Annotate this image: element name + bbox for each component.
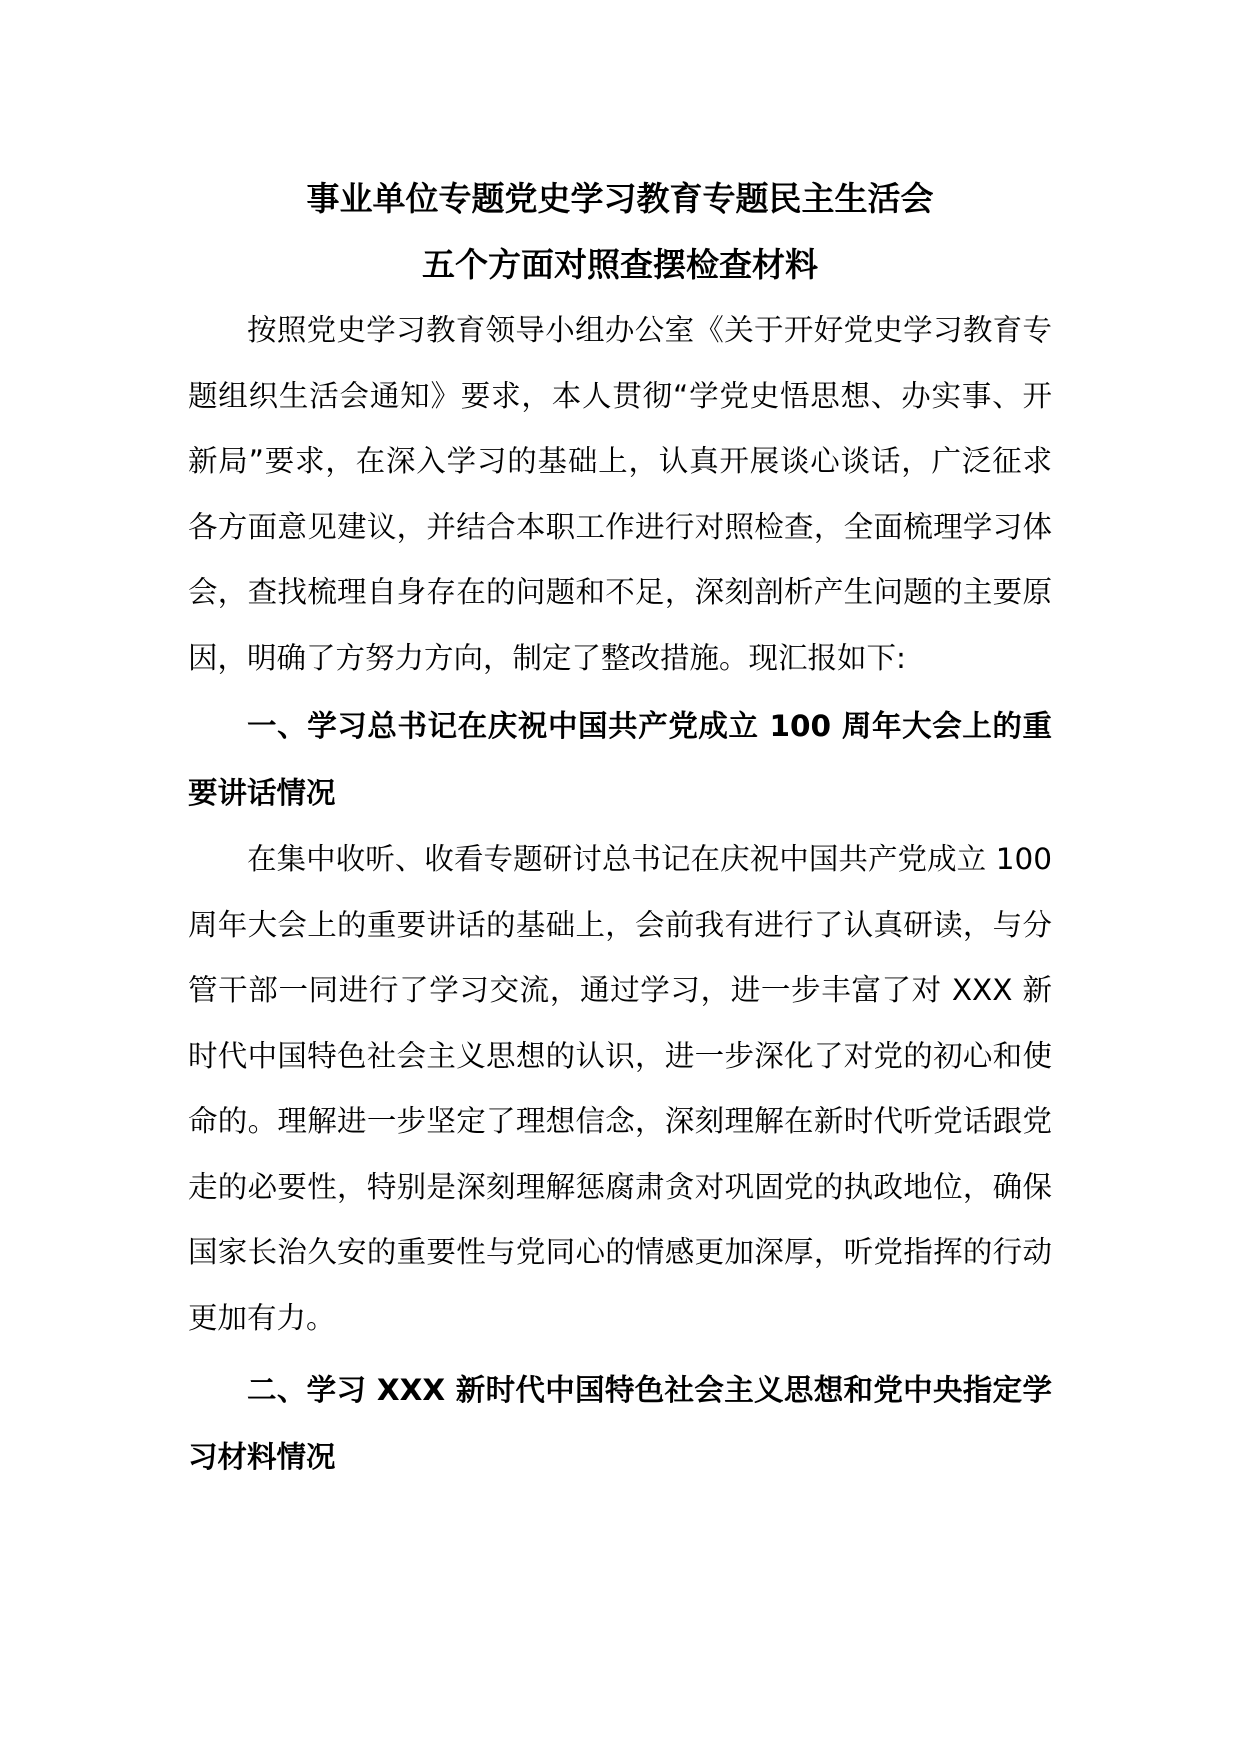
section-2-heading: 二、学习 XXX 新时代中国特色社会主义思想和党中央指定学习材料情况: [188, 1373, 1052, 1474]
section-1-paragraph: 在集中收听、收看专题研讨总书记在庆祝中国共产党成立 100 周年大会上的重要讲话的基础上，会前我有进行了认真研读，与分管干部一同进行了学习交流，通过学习，进一步丰富了对 XXX 新时代中国特色社会主义思想的认识，进一步深化了对党的初心和使命的。理解进一步坚定了理想信念，深刻理解在新时代听党话跟党走的必要性，特别是深刻理解惩腐肃贪对巩固党的执政地位，确保国家长治久安的重要性与党同心的情感更加深厚，听党指挥的行动更加有力。: [188, 842, 1052, 1335]
title-line-1: 事业单位专题党史学习教育专题民主生活会: [306, 179, 934, 218]
document-body: [188, 166, 1052, 1491]
intro-paragraph: 按照党史学习教育领导小组办公室《关于开好党史学习教育专题组织生活会通知》要求，本人贯彻“学党史悟思想、办实事、开新局”要求，在深入学习的基础上，认真开展谈心谈话，广泛征求各方面意见建议，并结合本职工作进行对照检查，全面梳理学习体会，查找梳理自身存在的问题和不足，深刻剖析产生问题的主要原因，明确了方努力方向，制定了整改措施。现汇报如下:: [188, 313, 1052, 675]
section-1-heading: 一、学习总书记在庆祝中国共产党成立 100 周年大会上的重要讲话情况: [188, 709, 1052, 810]
title-line-2: 五个方面对照查摆检查材料: [422, 245, 818, 284]
document-title: [188, 166, 1052, 298]
